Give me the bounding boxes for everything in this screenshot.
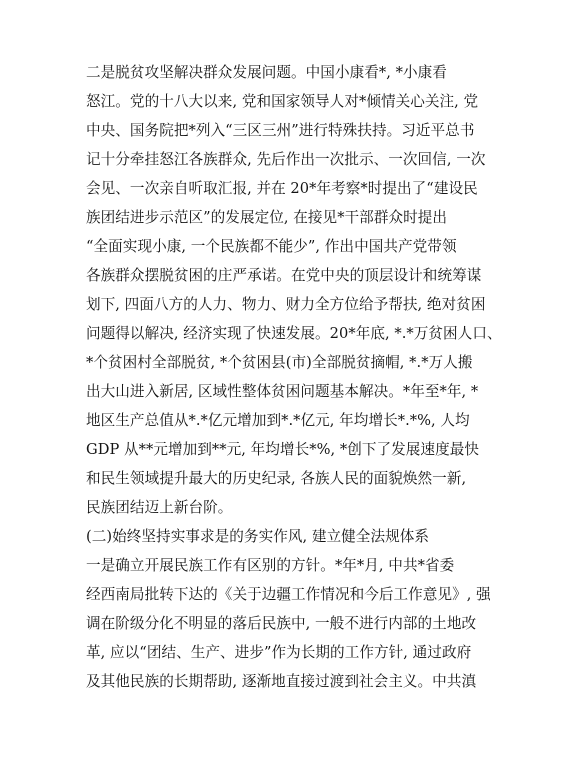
- document-page: [86, 58, 506, 696]
- text-line: 及其他民族的长期帮助, 逐渐地直接过渡到社会主义。中共滇: [86, 673, 477, 690]
- paragraph-poverty-alleviation: [86, 58, 506, 522]
- text-line: 划下, 四面八方的人力、物力、财力全方位给予帮扶, 绝对贫困: [86, 296, 486, 313]
- section-heading: [86, 522, 506, 551]
- text-line: 地区生产总值从*.*亿元增加到*.*亿元, 年均增长*.*%, 人均: [86, 412, 470, 429]
- text-line: 会见、一次亲自听取汇报, 并在 20*年考察*时提出了“建设民: [86, 180, 478, 197]
- text-line: (二)始终坚持实事求是的务实作风, 建立健全法规体系: [86, 528, 430, 545]
- text-line: 经西南局批转下达的《关于边疆工作情况和今后工作意见》, 强: [86, 586, 491, 603]
- text-line: 中央、国务院把*列入“三区三州”进行特殊扶持。习近平总书: [86, 122, 475, 139]
- text-line: 一是确立开展民族工作有区别的方针。*年*月, 中共*省委: [86, 557, 455, 574]
- text-line: 和民生领域提升最大的历史纪录, 各族人民的面貌焕然一新,: [86, 470, 467, 487]
- text-line: “全面实现小康, 一个民族都不能少”, 作出中国共产党带领: [86, 238, 457, 255]
- text-line: 出大山进入新居, 区域性整体贫困问题基本解决。*年至*年, *: [86, 383, 479, 400]
- paragraph-ethnic-policy: [86, 551, 506, 696]
- text-line: 问题得以解决, 经济实现了快速发展。20*年底, *.*万贫困人口、: [86, 325, 502, 342]
- text-line: 二是脱贫攻坚解决群众发展问题。中国小康看*, *小康看: [86, 64, 447, 81]
- text-line: 民族团结迈上新台阶。: [86, 499, 233, 516]
- text-line: *个贫困村全部脱贫, *个贫困县(市)全部脱贫摘帽, *.*万人搬: [86, 354, 473, 371]
- text-line: 记十分牵挂怒江各族群众, 先后作出一次批示、一次回信, 一次: [86, 151, 486, 168]
- text-line: 各族群众摆脱贫困的庄严承诺。在党中央的顶层设计和统筹谋: [86, 267, 482, 284]
- text-line: GDP 从**元增加到**元, 年均增长*%, *创下了发展速度最快: [86, 441, 480, 458]
- text-line: 革, 应以“团结、生产、进步”作为长期的工作方针, 通过政府: [86, 644, 472, 661]
- text-line: 怒江。党的十八大以来, 党和国家领导人对*倾情关心关注, 党: [86, 93, 479, 110]
- text-line: 族团结进步示范区”的发展定位, 在接见*干部群众时提出: [86, 209, 448, 226]
- text-line: 调在阶级分化不明显的落后民族中, 一般不进行内部的土地改: [86, 615, 477, 632]
